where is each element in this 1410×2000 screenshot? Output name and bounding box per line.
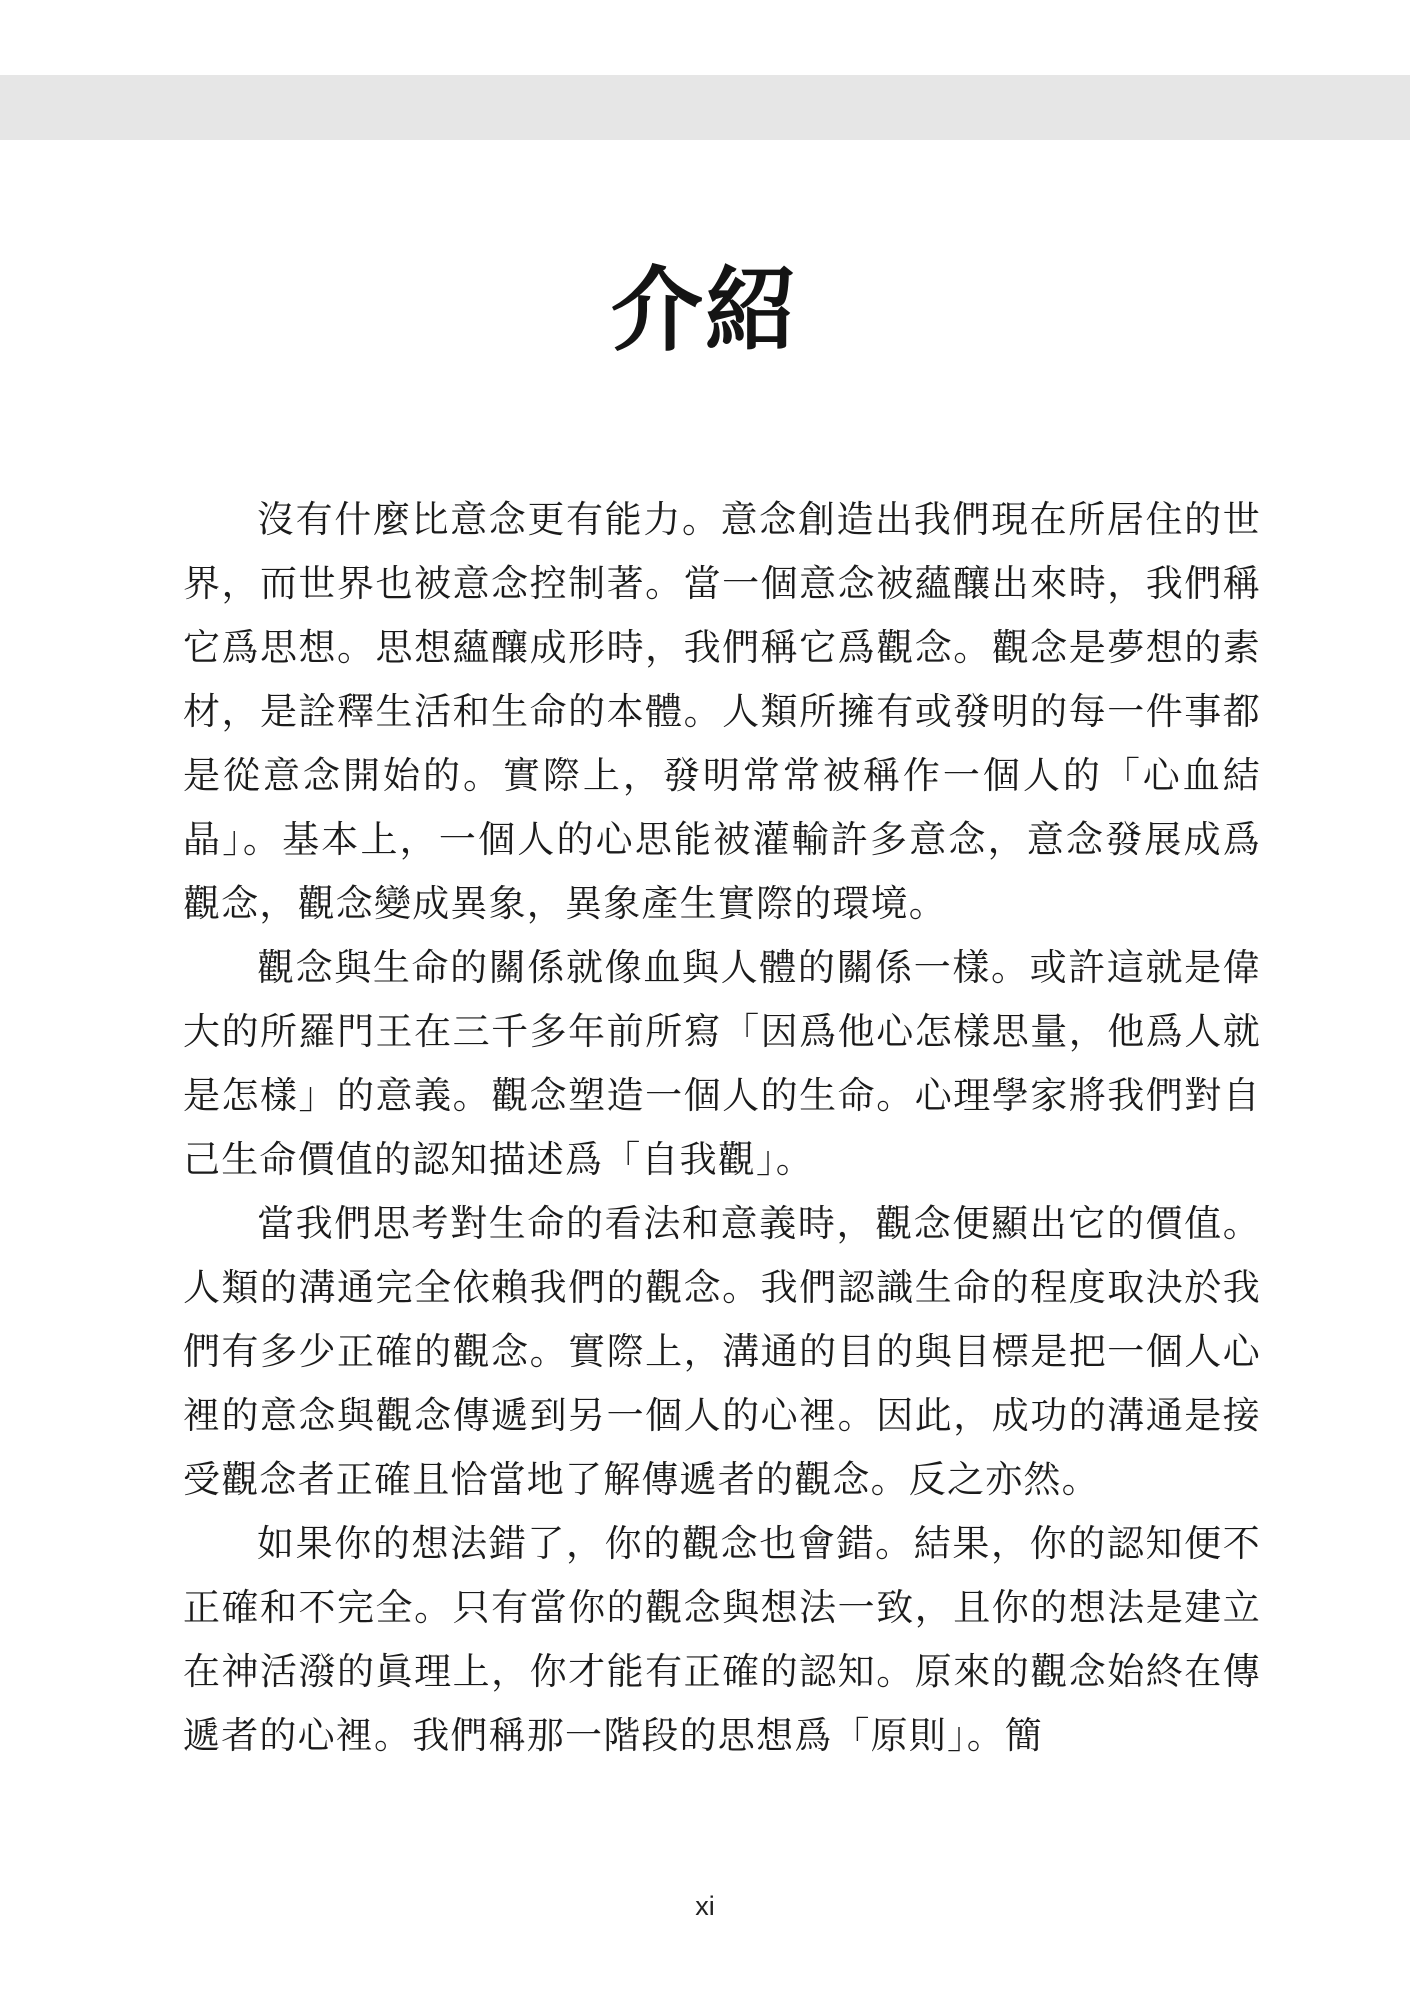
body-text xyxy=(183,488,1261,1768)
paragraph-4: 如果你的想法錯了，你的觀念也會錯。結果，你的認知便不正確和不完全。只有當你的觀念與想法一致，且你的想法是建立在神活潑的眞理上，你才能有正確的認知。原來的觀念始終在傳遞者的心裡。我們稱那一階段的思想爲「原則」。簡 xyxy=(183,1522,1261,1757)
page-title: 介紹 xyxy=(610,256,799,364)
header-band xyxy=(0,75,1410,140)
paragraph-2: 觀念與生命的關係就像血與人體的關係一樣。或許這就是偉大的所羅門王在三千多年前所寫「因爲他心怎樣思量，他爲人就是怎樣」的意義。觀念塑造一個人的生命。心理學家將我們對自己生命價值的認知描述爲「自我觀」。 xyxy=(183,946,1261,1181)
paragraph-3: 當我們思考對生命的看法和意義時，觀念便顯出它的價值。人類的溝通完全依賴我們的觀念。我們認識生命的程度取決於我們有多少正確的觀念。實際上，溝通的目的與目標是把一個人心裡的意念與觀念傳遞到另一個人的心裡。因此，成功的溝通是接受觀念者正確且恰當地了解傳遞者的觀念。反之亦然。 xyxy=(183,1202,1261,1501)
page-number: xi xyxy=(695,1891,715,1921)
paragraph-1: 沒有什麼比意念更有能力。意念創造出我們現在所居住的世界，而世界也被意念控制著。當一個意念被蘊釀出來時，我們稱它爲思想。思想蘊釀成形時，我們稱它爲觀念。觀念是夢想的素材，是詮釋生活和生命的本體。人類所擁有或發明的每一件事都是從意念開始的。實際上，發明常常被稱作一個人的「心血結晶」。基本上，一個人的心思能被灌輸許多意念，意念發展成爲觀念，觀念變成異象，異象產生實際的環境。 xyxy=(183,498,1261,925)
